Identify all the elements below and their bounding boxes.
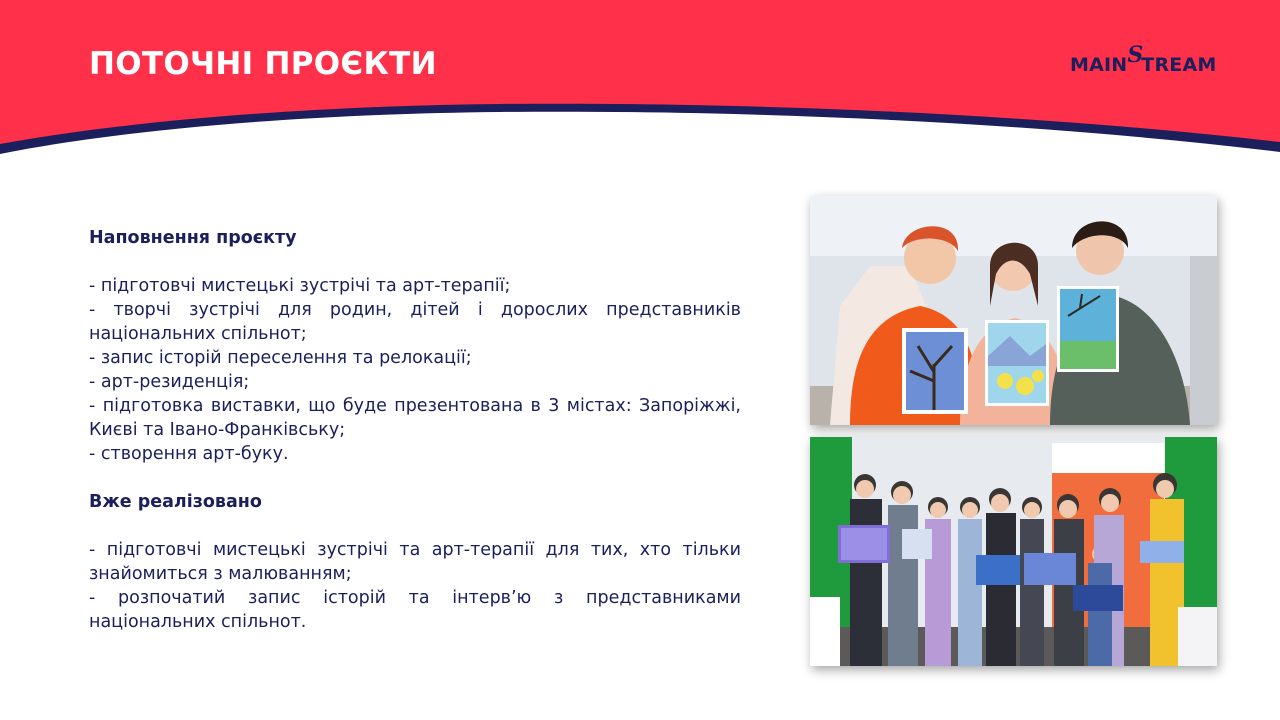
list-item: - підготовчі мистецькі зустрічі та арт-терапії; <box>89 276 511 296</box>
list-item: - створення арт-буку. <box>89 444 289 464</box>
list-item: - підготовка виставки, що буде презентована в 3 містах: Запоріжжі, Києві та Івано-Франківську; <box>89 396 741 440</box>
page-title: ПОТОЧНІ ПРОЄКТИ <box>89 46 437 82</box>
list-item: - розпочатий запис історій та інтерв’ю з представниками національних спільнот. <box>89 588 741 632</box>
list-item: - творчі зустрічі для родин, дітей і дорослих представників національних спільнот; <box>89 300 741 344</box>
logo-text-right: TREAM <box>1141 54 1217 76</box>
main-content <box>89 226 741 634</box>
project-content-list <box>89 274 741 466</box>
section-heading-done: Вже реалізовано <box>89 492 262 512</box>
list-item: - підготовчі мистецькі зустрічі та арт-терапії для тих, хто тільки знайомиться з малюванням; <box>89 540 741 584</box>
photo-group-with-paintings <box>810 437 1217 666</box>
list-item: - арт-резиденція; <box>89 372 250 392</box>
mainstream-logo <box>1070 42 1217 80</box>
section-heading-content: Наповнення проєкту <box>89 228 297 248</box>
logo-s-script: S <box>1127 42 1144 68</box>
list-item: - запис історій переселення та релокації; <box>89 348 472 368</box>
logo-s-glyph <box>1127 42 1144 80</box>
already-done-list <box>89 538 741 634</box>
photo-three-women-with-paintings <box>810 196 1217 425</box>
logo-text-left: MAIN <box>1070 54 1128 76</box>
